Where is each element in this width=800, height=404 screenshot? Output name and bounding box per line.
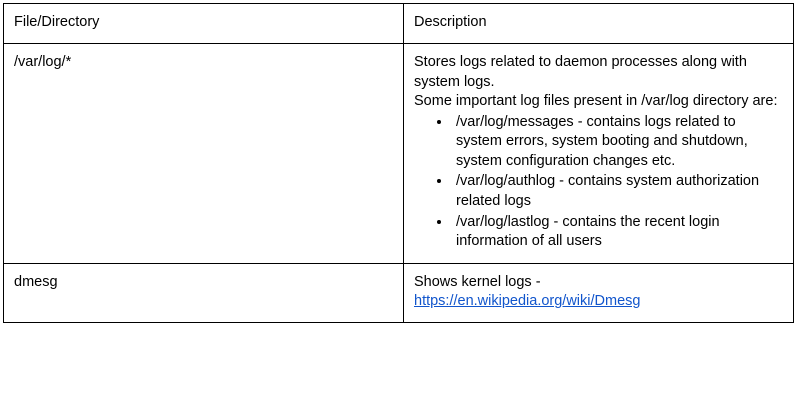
log-file-list — [414, 113, 783, 252]
list-item: • /var/log/messages - contains logs related to system errors, system booting and shutdown, system configuration changes etc. — [452, 113, 783, 172]
column-header-description: Description — [404, 4, 794, 44]
cell-description — [404, 263, 794, 322]
description-line: Stores logs related to daemon processes along with system logs. — [414, 54, 747, 90]
document-page — [0, 3, 800, 404]
description-line: Shows kernel logs - — [414, 273, 541, 290]
list-item: • /var/log/authlog - contains system authorization related logs — [452, 172, 783, 211]
column-header-file-directory: File/Directory — [4, 4, 404, 44]
table-row — [4, 44, 794, 264]
cell-file-path: /var/log/* — [4, 44, 404, 264]
cell-description — [404, 44, 794, 264]
description-link-line — [414, 292, 783, 312]
cell-file-path: dmesg — [4, 263, 404, 322]
table-header-row — [4, 4, 794, 44]
table-row — [4, 263, 794, 322]
dmesg-wikipedia-link[interactable]: https://en.wikipedia.org/wiki/Dmesg — [414, 293, 641, 310]
file-directory-reference-table — [3, 3, 794, 323]
description-line: Some important log files present in /var/log directory are: — [414, 93, 778, 110]
list-item: • /var/log/lastlog - contains the recent login information of all users — [452, 213, 783, 252]
